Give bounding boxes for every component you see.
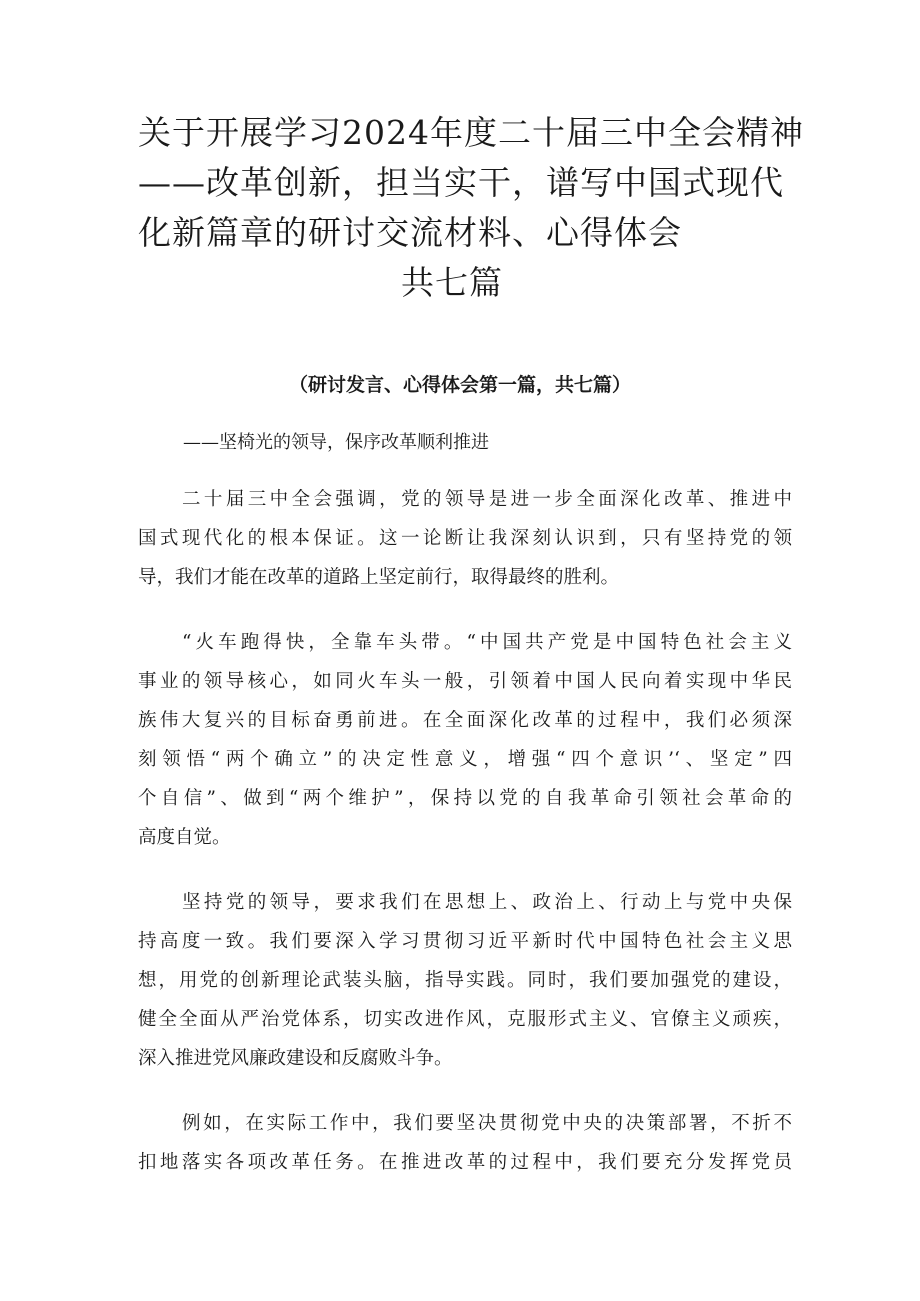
paragraph-line: 国式现代化的根本保证。这一论断让我深刻认识到，只有坚持党的领 [138, 528, 792, 549]
paragraph [138, 623, 792, 857]
paragraph-line: 想，用党的创新理论武装头脑，指导实践。同时，我们要加强党的建设， [138, 970, 792, 991]
title-line: 共七篇 [401, 263, 503, 302]
paragraph-line: 刻领悟“两个确立”的决定性意义，增强“四个意识’‘、坚定”四 [138, 749, 792, 770]
document-body [138, 480, 792, 1208]
paragraph-line: 扣地落实各项改革任务。在推进改革的过程中，我们要充分发挥党员 [138, 1152, 792, 1173]
paragraph-line: 二十届三中全会强调，党的领导是进一步全面深化改革、推进中 [182, 489, 792, 510]
paragraph-line: 持高度一致。我们要深入学习贯彻习近平新时代中国特色社会主义思 [138, 931, 792, 952]
paragraph-line: 健全全面从严治党体系，切实改进作风，克服形式主义、官僚主义顽疾， [138, 1009, 792, 1030]
title-line: 化新篇章的研讨交流材料、心得体会 [138, 213, 682, 252]
paragraph-line: 个自信”、做到“两个维护”，保持以党的自我革命引领社会革命的 [138, 788, 792, 809]
paragraph-line: 族伟大复兴的目标奋勇前进。在全面深化改革的过程中，我们必须深 [138, 710, 792, 731]
paragraph-line: 事业的领导核心，如同火车头一般，引领着中国人民向着实现中华民 [138, 671, 792, 692]
paragraph [138, 480, 792, 597]
paragraph-line: 例如，在实际工作中，我们要坚决贯彻党中央的决策部署，不折不 [182, 1113, 792, 1134]
paragraph [138, 883, 792, 1078]
paragraph [138, 1104, 792, 1182]
section-lead: ——坚椅光的领导，保序改革顺利推进 [183, 432, 489, 453]
title-line: 关于开展学习2024年度二十届三中全会精神 [138, 113, 804, 152]
section-heading: （研讨发言、心得体会第一篇，共七篇） [288, 374, 631, 396]
paragraph-line: 坚持党的领导，要求我们在思想上、政治上、行动上与党中央保 [182, 892, 792, 913]
paragraph-line: 导，我们才能在改革的道路上坚定前行，取得最终的胜利。 [138, 567, 620, 588]
paragraph-line: 高度自觉。 [138, 827, 231, 848]
paragraph-line: “火车跑得快，全靠车头带。“中国共产党是中国特色社会主义 [182, 632, 792, 653]
document-title [138, 108, 804, 308]
title-line: ——改革创新，担当实干，谱写中国式现代 [138, 163, 784, 202]
paragraph-line: 深入推进党风廉政建设和反腐败斗争。 [138, 1048, 453, 1069]
